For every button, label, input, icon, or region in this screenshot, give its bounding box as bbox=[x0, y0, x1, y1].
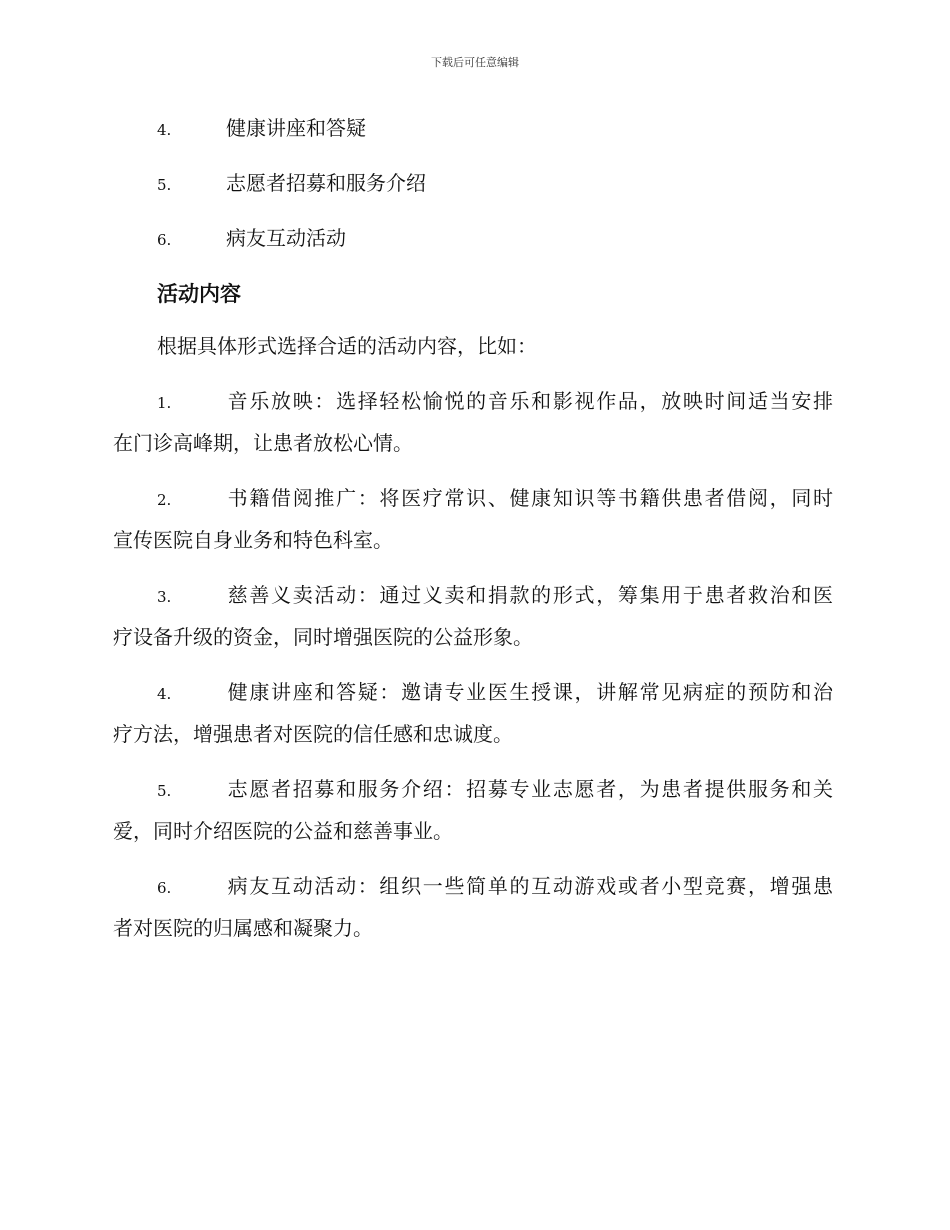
list-number: 6. bbox=[157, 231, 172, 249]
detail-text-line2: 在门诊高峰期，让患者放松心情。 bbox=[113, 431, 413, 455]
list-item bbox=[157, 224, 346, 254]
detail-item bbox=[113, 769, 833, 851]
list-text: 病友互动活动 bbox=[226, 226, 346, 250]
list-number: 5. bbox=[157, 782, 172, 800]
detail-text-line1: 书籍借阅推广：将医疗常识、健康知识等书籍供患者借阅，同时 bbox=[226, 486, 833, 510]
detail-item bbox=[113, 381, 833, 463]
list-number: 4. bbox=[157, 685, 172, 703]
list-number: 3. bbox=[157, 588, 172, 606]
page-header: 下载后可任意编辑 bbox=[431, 56, 519, 69]
detail-item bbox=[113, 866, 833, 948]
detail-text-line2: 疗方法，增强患者对医院的信任感和忠诚度。 bbox=[113, 722, 513, 746]
list-number: 5. bbox=[157, 176, 172, 194]
detail-text-line1: 健康讲座和答疑：邀请专业医生授课，讲解常见病症的预防和治 bbox=[226, 680, 833, 704]
detail-text-line2: 者对医院的归属感和凝聚力。 bbox=[113, 916, 373, 940]
intro-paragraph: 根据具体形式选择合适的活动内容，比如： bbox=[157, 334, 537, 358]
detail-text-line1: 病友互动活动：组织一些简单的互动游戏或者小型竞赛，增强患 bbox=[226, 874, 833, 898]
list-text: 志愿者招募和服务介绍 bbox=[226, 171, 426, 195]
detail-text-line2: 宣传医院自身业务和特色科室。 bbox=[113, 528, 393, 552]
detail-text-line1: 音乐放映：选择轻松愉悦的音乐和影视作品，放映时间适当安排 bbox=[226, 389, 833, 413]
detail-text-line1: 慈善义卖活动：通过义卖和捐款的形式，筹集用于患者救治和医 bbox=[226, 583, 833, 607]
list-item bbox=[157, 169, 426, 199]
detail-text-line2: 爱，同时介绍医院的公益和慈善事业。 bbox=[113, 819, 453, 843]
list-number: 6. bbox=[157, 879, 172, 897]
list-number: 2. bbox=[157, 491, 172, 509]
list-text: 健康讲座和答疑 bbox=[226, 116, 366, 140]
section-heading: 活动内容 bbox=[157, 282, 241, 306]
detail-text-line2: 疗设备升级的资金，同时增强医院的公益形象。 bbox=[113, 625, 533, 649]
detail-item bbox=[113, 478, 833, 560]
detail-item bbox=[113, 672, 833, 754]
list-number: 4. bbox=[157, 121, 172, 139]
list-item bbox=[157, 114, 366, 144]
detail-item bbox=[113, 575, 833, 657]
detail-text-line1: 志愿者招募和服务介绍：招募专业志愿者，为患者提供服务和关 bbox=[226, 777, 833, 801]
list-number: 1. bbox=[157, 394, 172, 412]
